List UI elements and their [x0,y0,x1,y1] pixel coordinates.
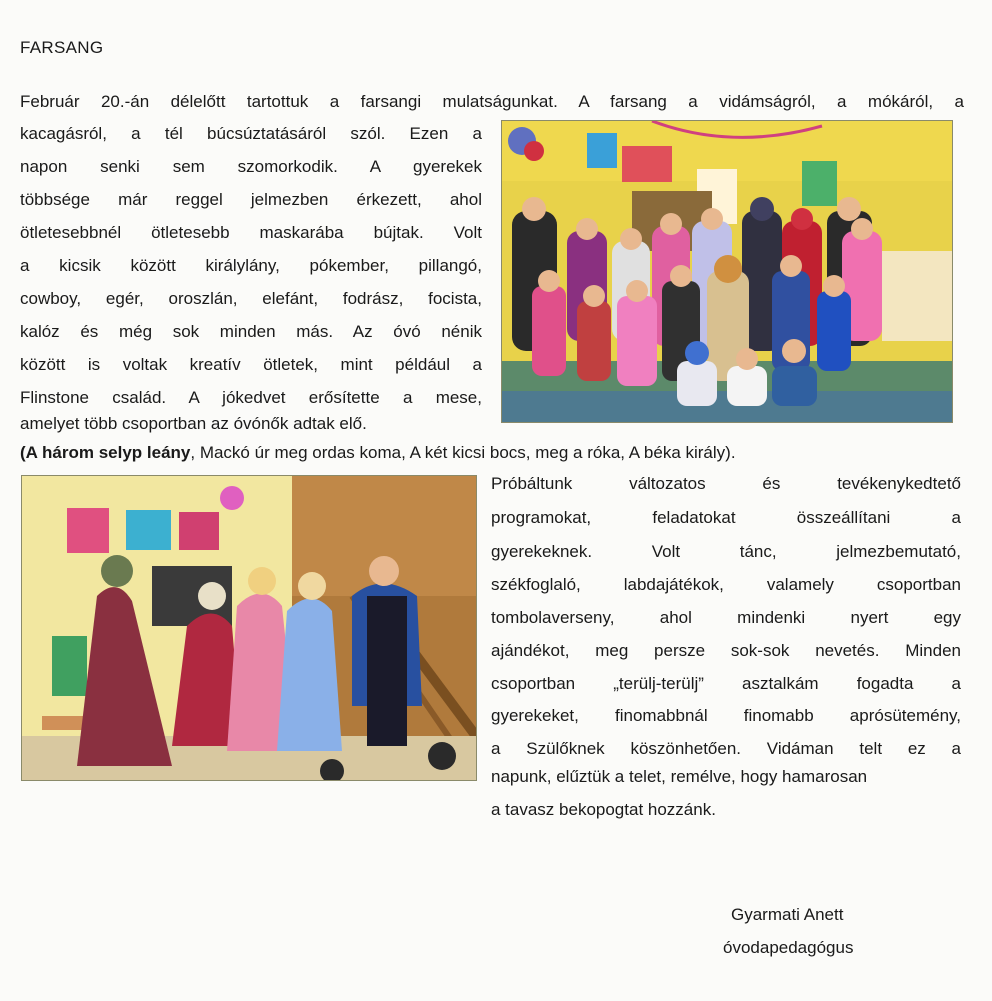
paragraph2-line-1: programokat, feladatokat összeállítani a [491,508,961,527]
signature-role: óvodapedagógus [723,938,854,957]
paragraph2-line-9: napunk, elűztük a telet, remélve, hogy hamarosan [491,767,868,786]
paragraph1-line-9: Flinstone család. A jókedvet erősítette a mese, [20,388,482,407]
paragraph2-line-8: a Szülőknek köszönhetően. Vidáman telt ez a [491,739,961,758]
page-title: FARSANG [20,38,104,57]
paragraph2-line-5: ajándékot, meg persze sok-sok nevetés. Minden [491,641,961,660]
paragraph1-line-7: kalóz és még sok minden más. Az óvó nénik [20,322,482,341]
paragraph1-line-6: cowboy, egér, oroszlán, elefánt, fodrász, focista, [20,289,482,308]
paragraph2-line-0: Próbáltunk változatos és tevékenykedtető [491,474,961,493]
paragraph1-line-0: Február 20.-án délelőtt tartottuk a farsangi mulatságunkat. A farsang a vidámságról, a mókáról, a [20,92,964,111]
paragraph2-line-10: a tavasz bekopogtat hozzánk. [491,800,716,819]
paragraph1-line-3: többsége már reggel jelmezben érkezett, ahol [20,190,482,209]
paragraph2-line-4: tombolaverseny, ahol mindenki nyert egy [491,608,961,627]
paragraph2-line-6: csoportban „terülj-terülj” asztalkám fogadta a [491,674,961,693]
paragraph1-line-10: amelyet több csoportban az óvónők adtak elő. [20,414,367,433]
signature-name: Gyarmati Anett [731,905,844,924]
stories-line [20,443,736,463]
paragraph1-line-1: kacagásról, a tél búcsúztatásáról szól. Ezen a [20,124,482,143]
paragraph1-line-8: között is voltak kreatív ötletek, mint például a [20,355,482,374]
paragraph2-line-7: gyerekeket, finomabbnál finomabb aprósütemény, [491,706,961,725]
stories-bold: (A három selyp leány [20,443,191,462]
teachers-performance-photo [21,475,477,781]
paragraph2-line-3: székfoglaló, labdajátékok, valamely csoportban [491,575,961,594]
paragraph1-line-4: ötletesebbnél ötletesebb maskarába bújtak. Volt [20,223,482,242]
paragraph1-line-2: napon senki sem szomorkodik. A gyerekek [20,157,482,176]
paragraph1-line-5: a kicsik között királylány, pókember, pillangó, [20,256,482,275]
stories-rest: , Mackó úr meg ordas koma, A két kicsi bocs, meg a róka, A béka király). [190,443,736,462]
paragraph2-line-2: gyerekeknek. Volt tánc, jelmezbemutató, [491,542,961,561]
children-costume-photo [501,120,953,423]
